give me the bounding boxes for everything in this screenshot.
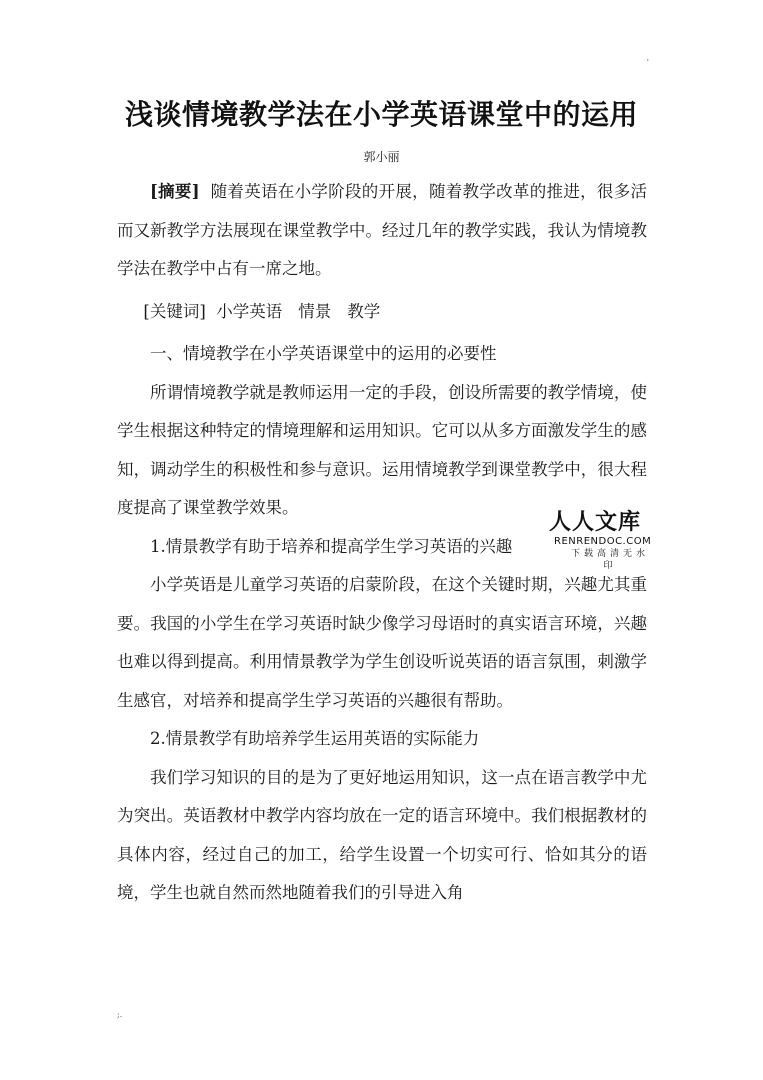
keywords-label: [关键词] (143, 302, 206, 321)
subsection-heading-1: 1.情景教学有助于培养和提高学生学习英语的兴趣 (150, 536, 513, 556)
body-paragraph: 所谓情境教学就是教师运用一定的手段，创设所需要的教学情境，使学生根据这种特定的情境理解和运用知识。它可以从多方面激发学生的感知，调动学生的积极性和参与意识。运用情境教学到课堂教学中，很大程度提高了课堂教学效果。 (117, 382, 647, 517)
keyword-item: 教学 (347, 302, 381, 321)
document-title-text: 浅谈情境教学法在小学英语课堂中的运用 (124, 98, 638, 131)
abstract-block (117, 173, 647, 289)
watermark-logo (540, 510, 650, 572)
document-title (0, 93, 763, 133)
keywords-list (216, 302, 396, 321)
watermark-url: RENRENDOC.COM (554, 536, 652, 547)
author-name: 郭小丽 (363, 150, 400, 164)
main-content (117, 335, 647, 913)
keywords-block (117, 293, 647, 332)
top-right-mark: ' (646, 58, 649, 67)
abstract-paragraph (117, 173, 647, 289)
section-heading-1: 一、情境教学在小学英语课堂中的运用的必要性 (150, 344, 497, 363)
body-paragraph: 小学英语是儿童学习英语的启蒙阶段，在这个关键时期，兴趣尤其重要。我国的小学生在学习英语时缺少像学习母语时的真实语言环境，兴趣也难以得到提高。利用情景教学为学生创设听说英语的语言氛围，刺激学生感官，对培养和提高学生学习英语的兴趣很有帮助。 (117, 575, 647, 710)
watermark-title: 人人文库 (548, 510, 641, 535)
keywords-paragraph (117, 293, 647, 332)
abstract-label: [摘要] (150, 182, 200, 201)
subsection-heading-2: 2.情景教学有助培养学生运用英语的实际能力 (150, 729, 480, 748)
body-paragraph: 我们学习知识的目的是为了更好地运用知识，这一点在语言教学中尤为突出。英语教材中教学内容均放在一定的语言环境中。我们根据教材的具体内容，经过自己的加工，给学生设置一个切实可行、恰如其分的语境，学生也就自然而然地随着我们的引导进入角 (117, 767, 647, 902)
bottom-left-mark: ;. (117, 1010, 123, 1019)
abstract-text: 随着英语在小学阶段的开展，随着教学改革的推进，很多活而又新教学方法展现在课堂教学中。经过几年的教学实践，我认为情境教学法在教学中占有一席之地。 (117, 182, 648, 278)
keyword-item: 情景 (298, 302, 332, 321)
keyword-item: 小学英语 (216, 302, 283, 321)
watermark-subtitle: 下载高清无水印 (570, 549, 649, 571)
